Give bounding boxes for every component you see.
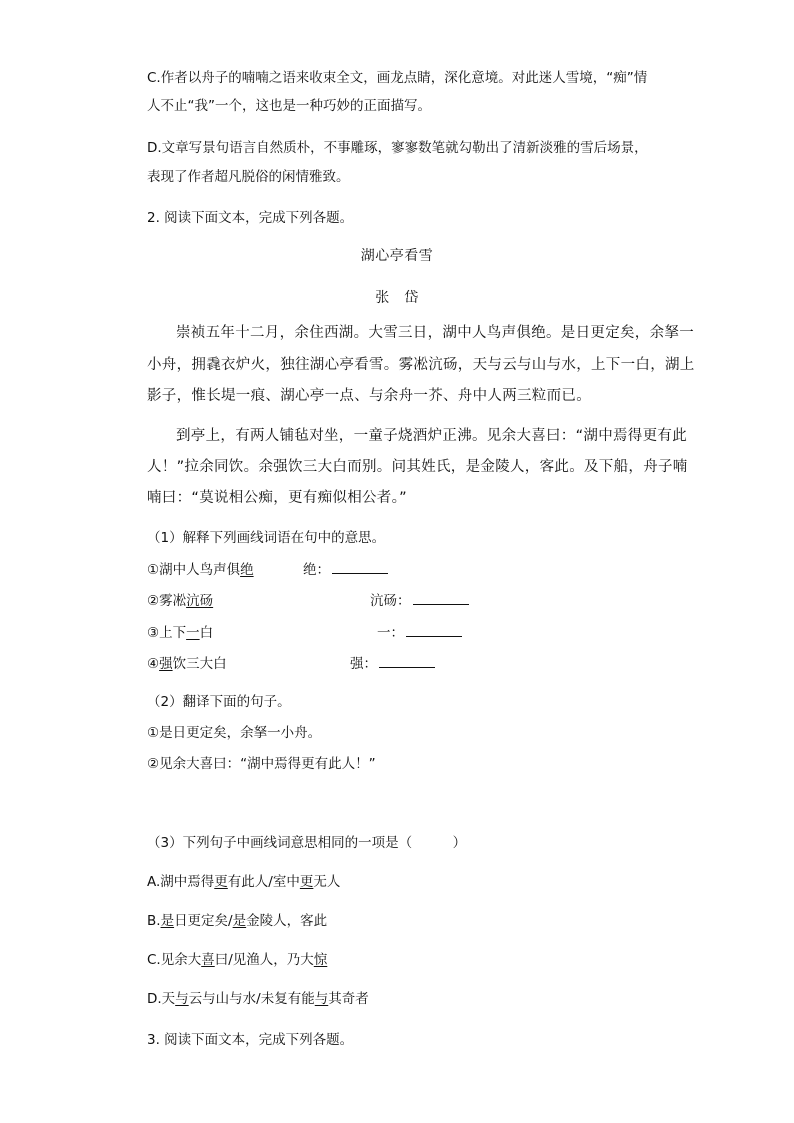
sub1-item-1: ①湖中人鸟声俱绝 [147, 562, 254, 578]
answer-blank[interactable] [406, 624, 462, 637]
sub3-option-a[interactable]: A.湖中焉得更有此人/室中更无人 [147, 874, 341, 890]
sub1-prompt: （1）解释下列画线词语在句中的意思。 [147, 530, 386, 546]
option-d-line2: 表现了作者超凡脱俗的闲情雅致。 [147, 169, 350, 185]
passage-p1-line3: 影子，惟长堤一痕、湖心亭一点、与余舟一芥、舟中人两三粒而已。 [147, 388, 591, 404]
sub1-answer-4[interactable]: 强： [350, 655, 435, 673]
sub3-option-b[interactable]: B.是日更定矣/是金陵人，客此 [147, 913, 328, 929]
sub1-answer-2[interactable]: 沆砀： [370, 592, 469, 610]
option-c-line2: 人不止“我”一个，这也是一种巧妙的正面描写。 [147, 98, 431, 114]
passage-author: 张 岱 [375, 290, 419, 306]
sub1-item-4: ④强饮三大白 [147, 656, 227, 672]
sub3-prompt: （3）下列句子中画线词意思相同的一项是（ ） [147, 835, 467, 851]
passage-title: 湖心亭看雪 [360, 248, 434, 264]
passage-p2-line2: 人！”拉余同饮。余强饮三大白而别。问其姓氏，是金陵人，客此。及下船，舟子喃 [147, 459, 688, 475]
question-2-instruction: 2. 阅读下面文本，完成下列各题。 [147, 210, 354, 226]
passage-p1-line1: 崇祯五年十二月，余住西湖。大雪三日，湖中人鸟声俱绝。是日更定矣，余拏一 [176, 325, 694, 341]
sub2-item-1: ①是日更定矣，余拏一小舟。 [147, 725, 322, 741]
passage-p2-line3: 喃曰：“莫说相公痴，更有痴似相公者。” [147, 490, 407, 506]
passage-p2-line1: 到亭上，有两人铺毡对坐，一童子烧酒炉正沸。见余大喜曰：“湖中焉得更有此 [176, 428, 688, 444]
sub2-item-2: ②见余大喜曰：“湖中焉得更有此人！” [147, 756, 376, 772]
option-d-line1: D.文章写景句语言自然质朴，不事雕琢，寥寥数笔就勾勒出了清新淡雅的雪后场景， [147, 140, 648, 156]
sub3-option-d[interactable]: D.天与云与山与水/未复有能与其奇者 [147, 991, 369, 1007]
answer-blank[interactable] [379, 655, 435, 668]
sub1-item-2: ②雾凇沆砀 [147, 593, 214, 609]
answer-blank[interactable] [332, 561, 388, 574]
sub2-prompt: （2）翻译下面的句子。 [147, 694, 291, 710]
question-3-instruction: 3. 阅读下面文本，完成下列各题。 [147, 1032, 354, 1048]
sub3-option-c[interactable]: C.见余大喜曰/见渔人，乃大惊 [147, 952, 328, 968]
answer-blank[interactable] [413, 592, 469, 605]
option-c-line1: C.作者以舟子的喃喃之语来收束全文，画龙点睛，深化意境。对此迷人雪境，“痴”情 [147, 70, 648, 86]
sub1-answer-1[interactable]: 绝： [303, 561, 388, 579]
sub1-item-3: ③上下一白 [147, 625, 214, 641]
sub1-answer-3[interactable]: 一： [377, 624, 462, 642]
passage-p1-line2: 小舟，拥毳衣炉火，独往湖心亭看雪。雾凇沆砀，天与云与山与水，上下一白，湖上 [147, 357, 695, 373]
